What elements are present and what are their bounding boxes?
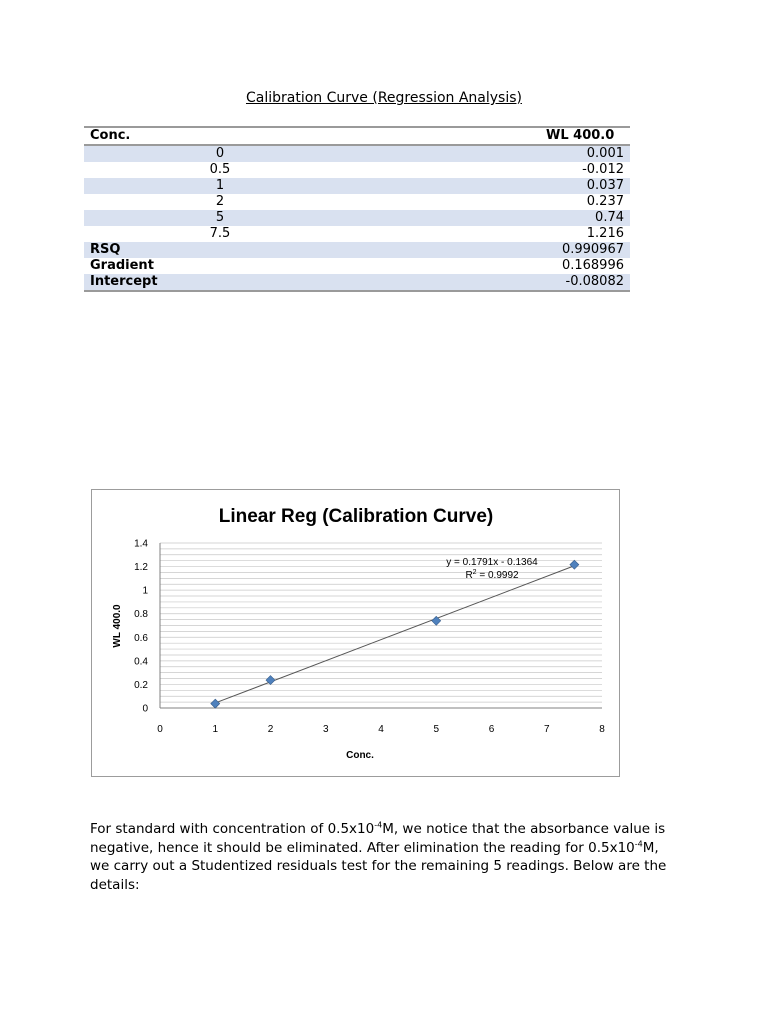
stat-row-rsq — [84, 242, 630, 258]
y-tick-label: 0.2 — [134, 679, 148, 691]
exponent-2: -4 — [634, 839, 643, 848]
stat-value: 0.168996 — [561, 258, 624, 273]
stat-label: RSQ — [84, 242, 356, 258]
r-squared-label — [465, 569, 519, 581]
trendline-equation: y = 0.1791x - 0.1364 — [446, 557, 538, 568]
stat-value: -0.08082 — [356, 274, 630, 291]
conc-cell: 2 — [215, 194, 225, 209]
value-cell: 0.001 — [356, 145, 630, 162]
header-conc: Conc. — [84, 127, 356, 145]
r2-value: = 0.9992 — [476, 570, 519, 581]
paragraph-text-1: For standard with concentration of 0.5x10 — [90, 821, 375, 837]
x-tick-label: 4 — [378, 724, 384, 735]
table-row — [84, 210, 630, 226]
chart-title: Linear Reg (Calibration Curve) — [218, 506, 494, 527]
y-tick-label: 1.4 — [134, 538, 148, 550]
y-axis-label: WL 400.0 — [112, 604, 123, 648]
conc-cell: 1 — [84, 178, 356, 194]
r2-prefix: R — [465, 570, 473, 581]
value-cell: 0.037 — [356, 178, 630, 194]
x-tick-label: 3 — [322, 724, 329, 735]
conc-cell: 0.5 — [209, 162, 231, 177]
r2-superscript: 2 — [472, 569, 477, 576]
table-row — [84, 194, 630, 210]
x-tick-label: 5 — [433, 724, 440, 735]
y-tick-label: 1 — [142, 585, 148, 597]
y-tick-label: 0.6 — [134, 632, 148, 644]
stat-row-intercept — [84, 274, 630, 291]
x-tick-label: 6 — [488, 724, 495, 735]
table-row — [84, 162, 630, 178]
chart-frame — [91, 489, 620, 777]
page-title: Calibration Curve (Regression Analysis) — [245, 90, 522, 106]
paragraph-text-3: M, we carry out a Studentized residuals test for the remaining 5 readings. Below are the details: — [90, 839, 667, 893]
value-cell: 1.216 — [586, 226, 624, 241]
x-tick-label: 2 — [267, 724, 274, 735]
conc-cell: 7.5 — [209, 226, 231, 241]
table-row — [84, 178, 630, 194]
y-tick-label: 0.8 — [134, 609, 148, 621]
calibration-table — [84, 126, 630, 292]
exponent-1: -4 — [374, 820, 383, 830]
y-tick-label: 1.2 — [134, 562, 148, 574]
stat-label: Intercept — [84, 274, 356, 291]
value-cell: -0.012 — [582, 162, 624, 177]
x-tick-label: 7 — [543, 724, 550, 735]
value-cell: 0.237 — [586, 194, 624, 209]
body-paragraph — [90, 820, 670, 894]
data-point — [570, 560, 579, 569]
value-cell: 0.74 — [356, 210, 630, 226]
paragraph-text-2: M, we notice that the absorbance value is negative, hence it should be eliminated. After elimination the reading for 0.5x10 — [90, 821, 666, 856]
x-axis-label: Conc. — [346, 750, 374, 761]
stat-label: Gradient — [90, 258, 154, 273]
header-wl: WL 400.0 — [356, 127, 630, 145]
conc-cell: 0 — [84, 145, 356, 162]
x-tick-label: 0 — [157, 724, 163, 735]
x-tick-label: 8 — [599, 724, 605, 735]
calibration-chart — [92, 490, 619, 776]
y-tick-label: 0 — [142, 703, 148, 715]
table-row — [84, 226, 630, 242]
y-tick-label: 0.4 — [134, 656, 148, 668]
x-tick-label: 1 — [212, 724, 219, 735]
data-point — [211, 699, 220, 708]
table-row — [84, 145, 630, 162]
table-header-row — [84, 127, 630, 145]
conc-cell: 5 — [84, 210, 356, 226]
stat-value: 0.990967 — [356, 242, 630, 258]
stat-row-gradient — [84, 258, 630, 274]
